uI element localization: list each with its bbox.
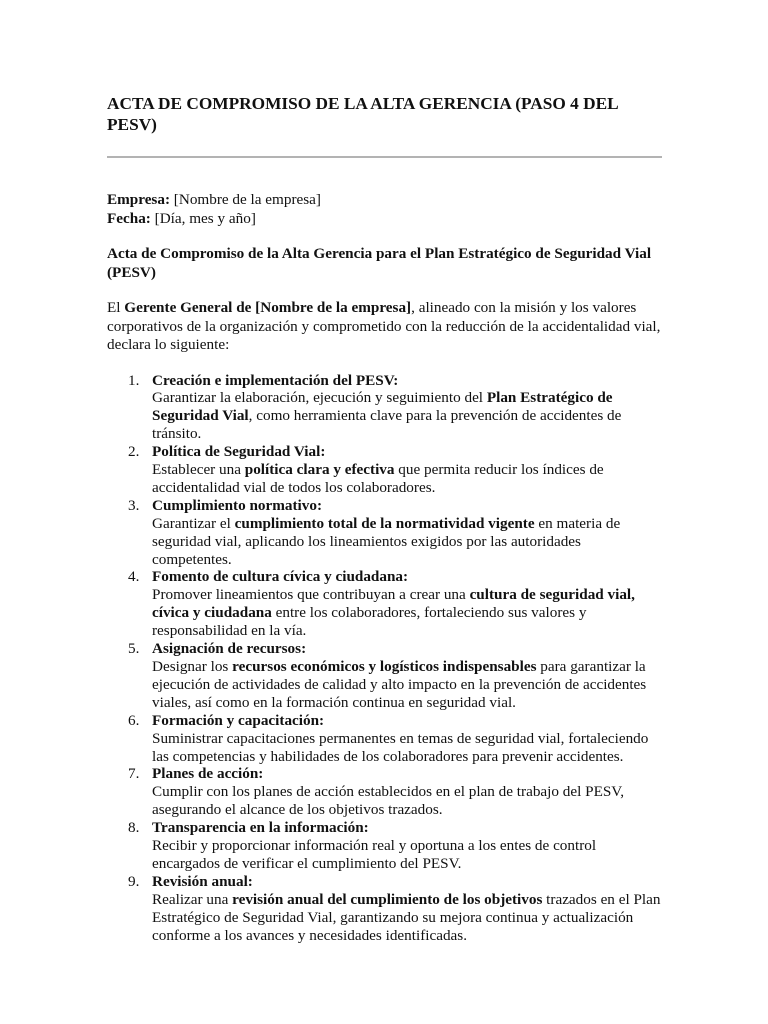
item-heading: Cumplimiento normativo: [152,496,323,514]
item-number: 5. [128,640,140,658]
list-item [107,443,663,497]
item-body [152,891,663,945]
list-item [107,372,663,444]
list-item [107,765,663,819]
item-number: 1. [128,371,140,389]
item-text-bold: revisión anual del cumplimiento de los objetivos [232,890,543,908]
item-text-pre: Realizar una [152,890,233,908]
item-number: 7. [128,765,140,783]
item-text-post: entre los colaboradores, fortaleciendo sus valores y responsabilidad en la vía. [152,604,587,640]
item-body [152,586,663,640]
item-text-post: , como herramienta clave para la prevención de accidentes de tránsito. [152,407,622,443]
item-heading: Política de Seguridad Vial: [152,443,326,461]
list-item [107,712,663,766]
item-body [152,461,663,497]
item-heading: Creación e implementación del PESV: [152,371,399,389]
title-divider [107,156,662,158]
item-heading: Revisión anual: [152,872,253,890]
item-text-post: que permita reducir los índices de accidentalidad vial de todos los colaboradores. [152,461,604,496]
item-number: 8. [128,819,140,837]
item-body [152,783,663,819]
item-text-bold: Plan Estratégico de Seguridad Vial [152,389,613,425]
item-text-pre: Garantizar la elaboración, ejecución y seguimiento del [152,389,487,407]
item-text-bold: recursos económicos y logísticos indispensables [232,658,537,675]
intro-bold: Gerente General de [Nombre de la empresa] [124,299,412,316]
item-text-pre: Recibir y proporcionar información real y oportuna a los entes de control encargados de verificar el cumplimiento del PESV. [152,837,597,872]
item-text-post: trazados en el Plan Estratégico de Seguridad Vial, garantizando su mejora continua y actualización conforme a los avances y necesidades identificadas. [152,890,661,944]
empresa-label: Empresa: [107,191,170,208]
fecha-label: Fecha: [107,209,151,227]
intro-paragraph [107,299,663,355]
item-number: 9. [128,872,140,890]
fecha-value: [Día, mes y año] [150,209,256,227]
document-subtitle: Acta de Compromiso de la Alta Gerencia para el Plan Estratégico de Seguridad Vial (PESV) [107,245,652,281]
intro-suffix: , alineado con la misión y los valores corporativos de la organización y comprometido con la reducción de la accidentalidad vial, declara lo siguiente: [107,299,661,353]
item-text-bold: cumplimiento total de la normatividad vigente [234,514,535,532]
list-item [107,819,663,873]
item-heading: Transparencia en la información: [152,819,369,837]
list-item [107,568,663,640]
item-number: 3. [128,496,140,514]
item-heading: Formación y capacitación: [152,711,325,729]
item-text-post: para garantizar la ejecución de actividades de calidad y alto impacto en la prevención de accidentes viales, así como en la formación continua en seguridad vial. [152,658,647,711]
item-text-pre: Establecer una [152,461,245,479]
list-item [107,640,663,712]
item-text-bold: cultura de seguridad vial, cívica y ciudadana [152,586,635,622]
item-text-pre: Suministrar capacitaciones permanentes en temas de seguridad vial, fortaleciendo las competencias y habilidades de los colaboradores para prevenir accidentes. [152,729,649,765]
document-meta [107,191,663,228]
item-body [152,658,663,712]
item-body [152,515,663,569]
item-heading: Asignación de recursos: [152,640,307,658]
item-number: 2. [128,443,140,461]
item-heading: Fomento de cultura cívica y ciudadana: [152,568,409,586]
empresa-line [107,191,663,210]
item-text-pre: Garantizar el [152,514,235,532]
item-text-pre: Promover lineamientos que contribuyan a crear una [152,586,470,604]
intro-prefix: El [107,299,125,316]
item-text-post: en materia de seguridad vial, aplicando los lineamientos exigidos por las autoridades competentes. [152,514,621,568]
item-body [152,730,663,766]
document-title: ACTA DE COMPROMISO DE LA ALTA GERENCIA (PASO 4 DEL PESV) [107,94,618,134]
empresa-value: [Nombre de la empresa] [170,191,321,208]
commitment-list [107,372,663,945]
item-text-pre: Cumplir con los planes de acción establecidos en el plan de trabajo del PESV, asegurando el alcance de los objetivos trazados. [152,783,625,819]
item-number: 6. [128,711,140,729]
item-number: 4. [128,568,140,586]
item-text-bold: política clara y efectiva [244,461,395,479]
list-item [107,497,663,569]
item-text-pre: Designar los [152,658,233,675]
list-item [107,873,663,945]
item-heading: Planes de acción: [152,765,264,783]
item-body [152,837,663,873]
item-body [152,389,663,443]
document-page [107,92,663,945]
fecha-line [107,210,663,229]
